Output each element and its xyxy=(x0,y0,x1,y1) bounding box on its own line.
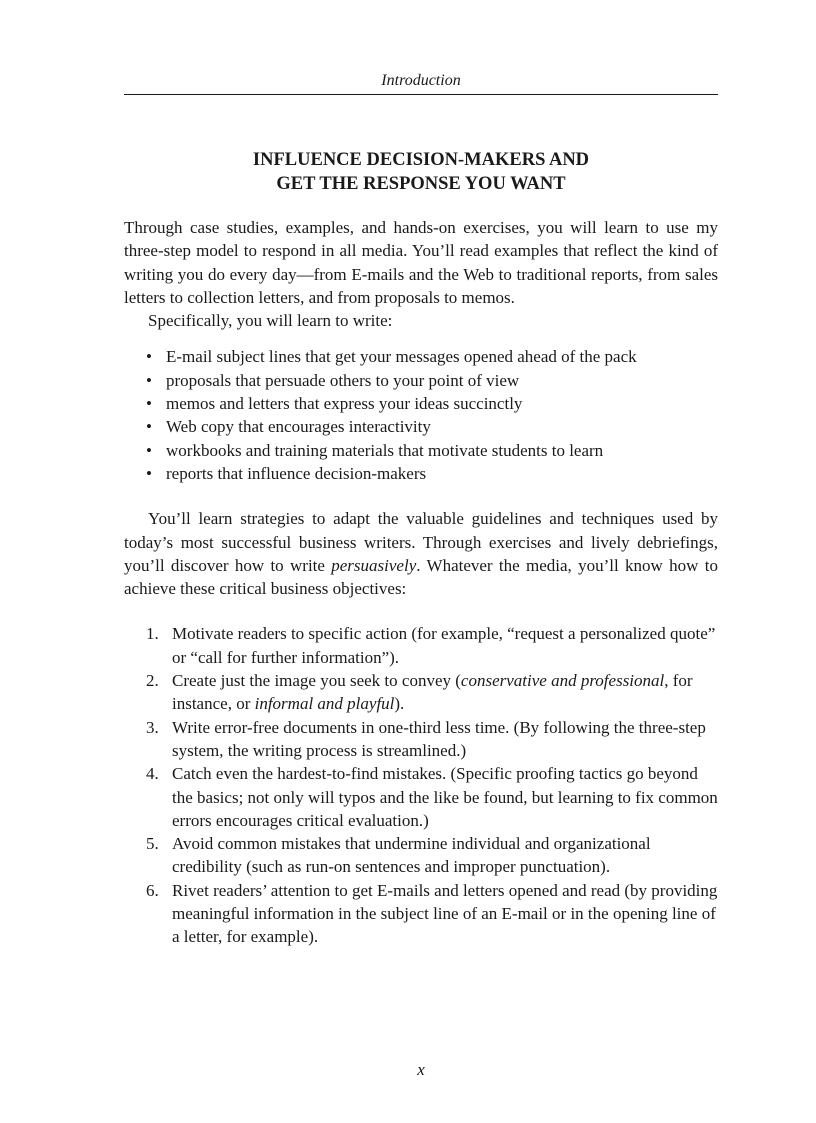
bullet-icon: • xyxy=(146,347,152,367)
bullet-icon: • xyxy=(146,440,152,460)
list-item xyxy=(146,369,718,392)
list-item xyxy=(146,392,718,415)
list-item-text: reports that influence decision-makers xyxy=(166,463,427,483)
strategies-emphasis: persuasively xyxy=(331,555,417,575)
list-item-text-before: Create just the image you seek to convey ( xyxy=(172,671,461,691)
list-item-text: proposals that persuade others to your point of view xyxy=(166,370,520,390)
list-item-text: Avoid common mistakes that undermine individual and organizational credibility (such as run-on sentences and improper punctuation). xyxy=(172,834,651,877)
list-item-text: Catch even the hardest-to-find mistakes. (Specific proofing tactics go beyond the basics; not only will typos and the like be found, but learning to fix common errors encourages critical evaluation.) xyxy=(172,764,718,830)
list-item-text: Web copy that encourages interactivity xyxy=(166,417,431,437)
list-item-text: Motivate readers to specific action (for example, “request a personalized quote” or “call for further information”). xyxy=(172,624,716,667)
bullet-icon: • xyxy=(146,370,152,390)
body-text xyxy=(124,216,718,949)
list-item xyxy=(146,415,718,438)
list-number: 4. xyxy=(146,764,159,784)
objectives-numbered-list xyxy=(124,622,718,948)
list-item xyxy=(146,622,718,669)
list-item-text: memos and letters that express your ideas succinctly xyxy=(166,394,523,414)
list-item xyxy=(146,669,718,716)
header-rule xyxy=(124,94,718,95)
running-head: Introduction xyxy=(381,72,461,89)
list-item xyxy=(146,762,718,832)
strategies-paragraph xyxy=(124,507,718,600)
list-item xyxy=(146,462,718,485)
list-item xyxy=(146,345,718,368)
list-number: 3. xyxy=(146,717,159,737)
list-item xyxy=(146,439,718,462)
list-item-text: Rivet readers’ attention to get E-mails and letters opened and read (by providing meaningful information in the subject line of an E-mail or in the opening line of a letter, for example). xyxy=(172,880,718,947)
section-heading-line-2: GET THE RESPONSE YOU WANT xyxy=(276,174,566,194)
list-item-emphasis: conservative and professional xyxy=(460,671,665,691)
list-item-text-after: ). xyxy=(394,694,405,714)
list-item-text-middle: , for instance, or xyxy=(172,671,693,714)
list-number: 2. xyxy=(146,671,159,691)
page-number: x xyxy=(417,1060,425,1079)
bullet-icon: • xyxy=(146,463,152,483)
section-heading xyxy=(124,148,718,196)
list-item xyxy=(146,716,718,763)
section-heading-line-1: INFLUENCE DECISION-MAKERS AND xyxy=(252,150,590,170)
lead-in-paragraph: Specifically, you will learn to write: xyxy=(148,311,393,331)
list-number: 6. xyxy=(146,880,159,900)
list-item-text: Write error-free documents in one-third less time. (By following the three-step system, the writing process is streamlined.) xyxy=(172,717,706,760)
list-item-text: E-mail subject lines that get your messages opened ahead of the pack xyxy=(166,347,637,367)
bullet-icon: • xyxy=(146,394,152,414)
skills-bullet-list xyxy=(124,345,718,485)
list-item xyxy=(146,832,718,879)
list-number: 1. xyxy=(146,624,159,644)
list-item-emphasis: informal and playful xyxy=(254,694,395,714)
intro-paragraph: Through case studies, examples, and hands-on exercises, you will learn to use my three-step model to respond in all media. You’ll read examples that reflect the kind of writing you do every day—from E-mails and the Web to traditional reports, from sales letters to collection letters, and from proposals to memos. xyxy=(124,218,718,307)
strategies-text-after: . Whatever the media, you’ll know how to achieve these critical business objectives: xyxy=(124,555,718,599)
bullet-icon: • xyxy=(146,417,152,437)
list-number: 5. xyxy=(146,834,159,854)
list-item-text: workbooks and training materials that motivate students to learn xyxy=(166,440,604,460)
list-item xyxy=(146,879,718,949)
strategies-text-before: You’ll learn strategies to adapt the valuable guidelines and techniques used by today’s most successful business writers. Through exercises and lively debriefings, you’ll discover how to write xyxy=(124,509,718,575)
